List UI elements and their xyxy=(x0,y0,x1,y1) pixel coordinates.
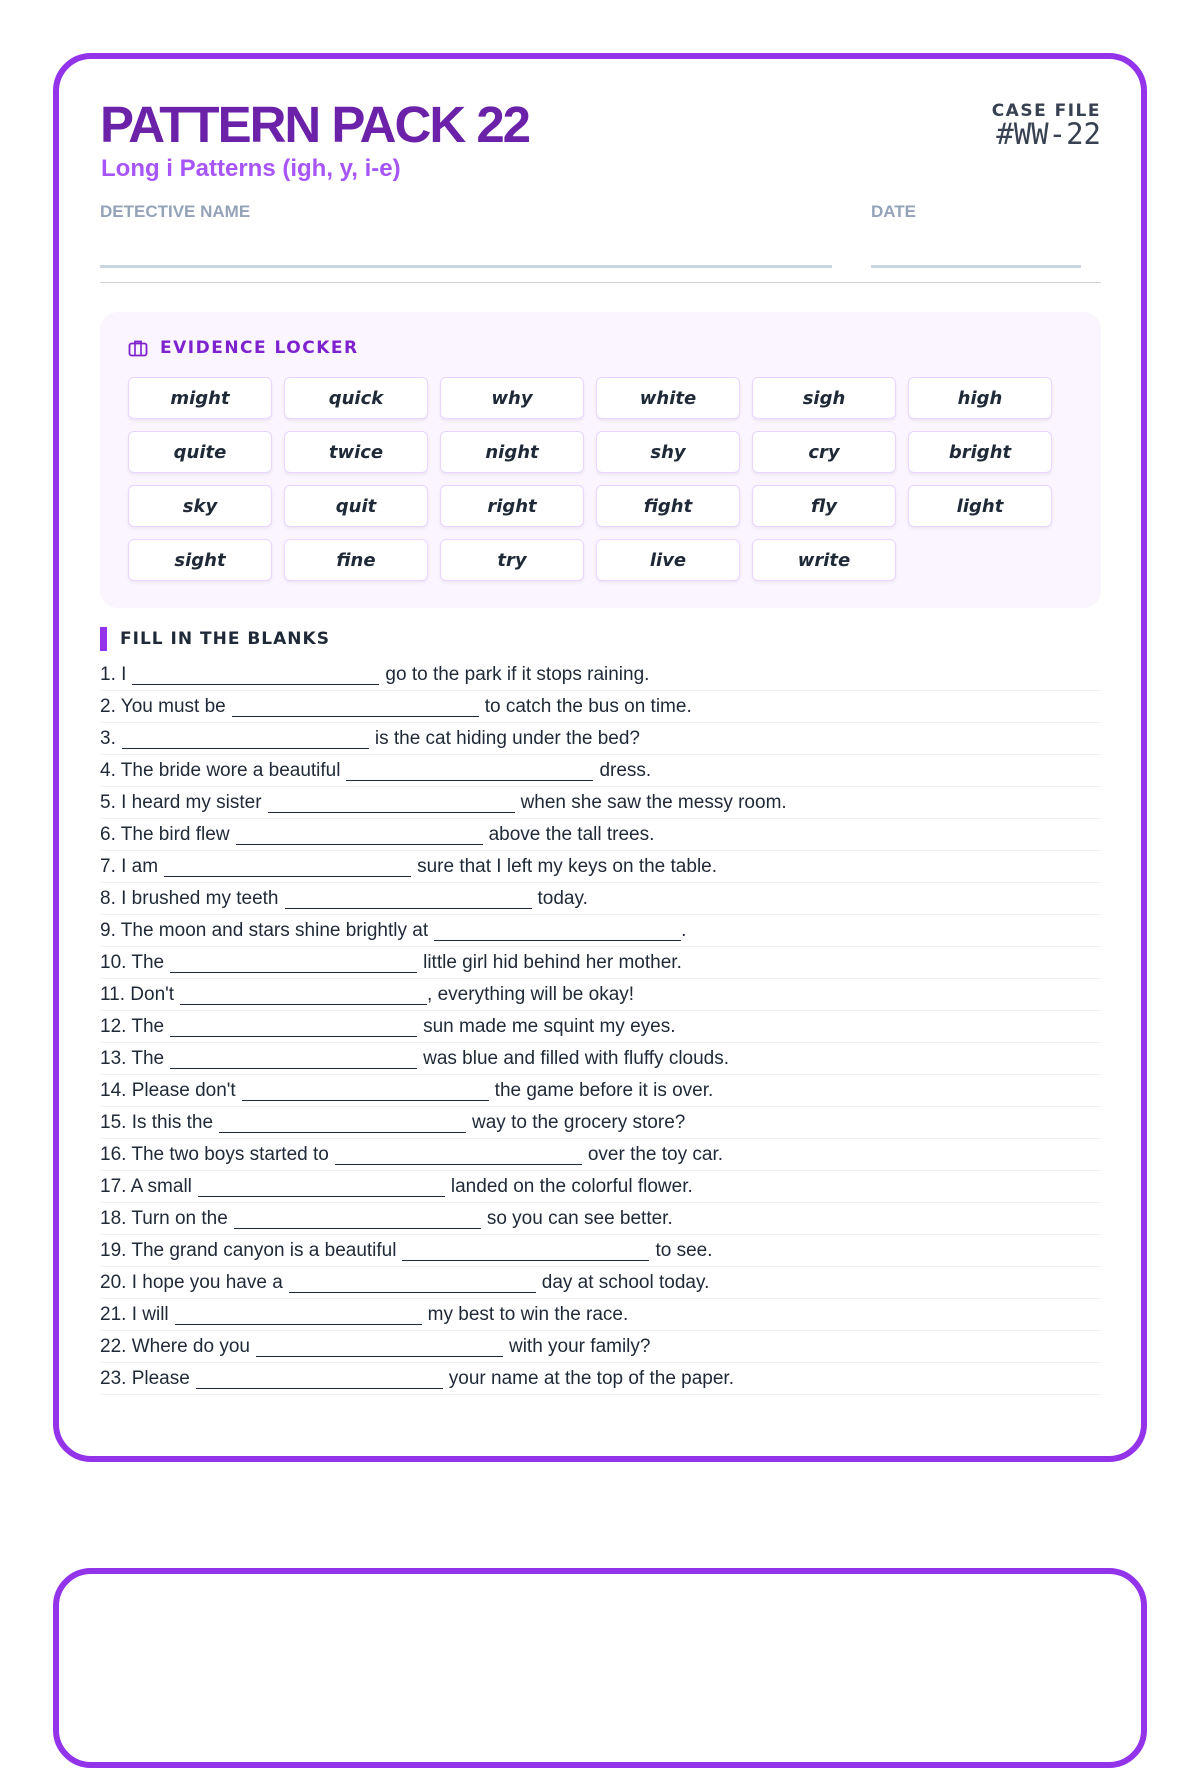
question-row xyxy=(100,1331,1101,1363)
answer-blank[interactable] xyxy=(236,827,483,845)
question-row xyxy=(100,883,1101,915)
word-chip: live xyxy=(596,539,740,581)
word-chip: right xyxy=(440,485,584,527)
question-row xyxy=(100,787,1101,819)
page-subtitle: Long i Patterns (igh, y, i-e) xyxy=(101,155,401,182)
question-text-before: 12. The xyxy=(100,1015,165,1037)
question-row xyxy=(100,1267,1101,1299)
answer-blank[interactable] xyxy=(289,1275,536,1293)
word-chip: write xyxy=(752,539,896,581)
question-text-after: my best to win the race. xyxy=(427,1303,629,1325)
question-text-after: , everything will be okay! xyxy=(427,983,635,1005)
evidence-locker-title: EVIDENCE LOCKER xyxy=(160,338,359,358)
question-text-after: to see. xyxy=(655,1239,713,1261)
question-text-after: your name at the top of the paper. xyxy=(448,1367,734,1389)
question-text-after: with your family? xyxy=(508,1335,651,1357)
question-text-before: 23. Please xyxy=(100,1367,190,1389)
word-bank xyxy=(128,377,1052,581)
case-file-id: #WW-22 xyxy=(996,117,1101,151)
question-text-before: 22. Where do you xyxy=(100,1335,250,1357)
question-text-after: dress. xyxy=(599,759,652,781)
question-text-after: sure that I left my keys on the table. xyxy=(417,855,718,877)
answer-blank[interactable] xyxy=(175,1307,422,1325)
question-row xyxy=(100,1075,1101,1107)
word-chip: night xyxy=(440,431,584,473)
answer-blank[interactable] xyxy=(132,667,379,685)
question-row xyxy=(100,819,1101,851)
question-list xyxy=(100,659,1101,1395)
answer-blank[interactable] xyxy=(180,987,427,1005)
word-chip: bright xyxy=(908,431,1052,473)
fill-in-title: FILL IN THE BLANKS xyxy=(120,629,330,649)
question-text-after: the game before it is over. xyxy=(494,1079,714,1101)
word-chip: shy xyxy=(596,431,740,473)
question-text-after: over the toy car. xyxy=(587,1143,724,1165)
question-text-before: 3. xyxy=(100,727,116,749)
question-row xyxy=(100,1203,1101,1235)
question-text-before: 20. I hope you have a xyxy=(100,1271,283,1293)
question-text-after: was blue and filled with fluffy clouds. xyxy=(423,1047,730,1069)
word-chip: why xyxy=(440,377,584,419)
answer-blank[interactable] xyxy=(256,1339,503,1357)
answer-blank[interactable] xyxy=(234,1211,481,1229)
question-text-before: 18. Turn on the xyxy=(100,1207,228,1229)
question-row xyxy=(100,1043,1101,1075)
question-text-before: 8. I brushed my teeth xyxy=(100,887,279,909)
word-chip: high xyxy=(908,377,1052,419)
word-chip: fly xyxy=(752,485,896,527)
date-label: DATE xyxy=(871,202,917,221)
question-row xyxy=(100,1235,1101,1267)
answer-blank[interactable] xyxy=(196,1371,443,1389)
answer-blank[interactable] xyxy=(164,859,411,877)
worksheet-page xyxy=(53,53,1147,1462)
fill-in-heading xyxy=(100,627,330,651)
question-text-before: 21. I will xyxy=(100,1303,169,1325)
answer-blank[interactable] xyxy=(268,795,515,813)
date-line[interactable] xyxy=(871,265,1081,268)
question-row xyxy=(100,1139,1101,1171)
question-text-before: 17. A small xyxy=(100,1175,192,1197)
question-row xyxy=(100,723,1101,755)
question-text-before: 7. I am xyxy=(100,855,159,877)
question-text-after: landed on the colorful flower. xyxy=(450,1175,693,1197)
question-row xyxy=(100,755,1101,787)
detective-name-line[interactable] xyxy=(100,265,832,268)
heading-accent-bar xyxy=(100,627,107,651)
answer-blank[interactable] xyxy=(232,699,479,717)
answer-blank[interactable] xyxy=(242,1083,489,1101)
question-text-before: 5. I heard my sister xyxy=(100,791,262,813)
evidence-locker xyxy=(100,312,1101,608)
question-text-after: little girl hid behind her mother. xyxy=(423,951,682,973)
answer-blank[interactable] xyxy=(170,1051,417,1069)
question-text-before: 16. The two boys started to xyxy=(100,1143,329,1165)
question-text-before: 14. Please don't xyxy=(100,1079,236,1101)
question-row xyxy=(100,1171,1101,1203)
word-chip: might xyxy=(128,377,272,419)
question-row xyxy=(100,851,1101,883)
answer-blank[interactable] xyxy=(170,955,417,973)
answer-blank[interactable] xyxy=(285,891,532,909)
question-text-before: 13. The xyxy=(100,1047,165,1069)
question-text-before: 15. Is this the xyxy=(100,1111,214,1133)
question-row xyxy=(100,1299,1101,1331)
question-text-before: 10. The xyxy=(100,951,165,973)
answer-blank[interactable] xyxy=(346,763,593,781)
question-text-after: way to the grocery store? xyxy=(472,1111,686,1133)
question-text-after: to catch the bus on time. xyxy=(484,695,692,717)
page-title: PATTERN PACK 22 xyxy=(100,96,530,153)
question-row xyxy=(100,691,1101,723)
question-row xyxy=(100,1363,1101,1395)
question-text-after: so you can see better. xyxy=(486,1207,673,1229)
briefcase-icon xyxy=(128,339,148,357)
word-chip: white xyxy=(596,377,740,419)
word-chip: quit xyxy=(284,485,428,527)
question-row xyxy=(100,979,1101,1011)
word-chip: fine xyxy=(284,539,428,581)
header-divider xyxy=(100,282,1101,283)
next-page xyxy=(53,1568,1147,1768)
question-row xyxy=(100,1107,1101,1139)
question-text-after: day at school today. xyxy=(541,1271,710,1293)
answer-blank[interactable] xyxy=(402,1243,649,1261)
word-chip: fight xyxy=(596,485,740,527)
word-chip: cry xyxy=(752,431,896,473)
word-chip: try xyxy=(440,539,584,581)
question-text-before: 9. The moon and stars shine brightly at xyxy=(100,919,429,941)
word-chip: light xyxy=(908,485,1052,527)
question-row xyxy=(100,947,1101,979)
question-text-after: go to the park if it stops raining. xyxy=(385,663,650,685)
word-chip: sight xyxy=(128,539,272,581)
answer-blank[interactable] xyxy=(170,1019,417,1037)
question-text-before: 6. The bird flew xyxy=(100,823,230,845)
word-chip: quite xyxy=(128,431,272,473)
evidence-locker-heading xyxy=(128,338,359,358)
detective-name-label: DETECTIVE NAME xyxy=(100,202,251,221)
answer-blank[interactable] xyxy=(335,1147,582,1165)
answer-blank[interactable] xyxy=(219,1115,466,1133)
question-text-before: 1. I xyxy=(100,663,127,685)
question-text-after: when she saw the messy room. xyxy=(520,791,787,813)
word-chip: sigh xyxy=(752,377,896,419)
answer-blank[interactable] xyxy=(198,1179,445,1197)
question-text-before: 4. The bride wore a beautiful xyxy=(100,759,341,781)
answer-blank[interactable] xyxy=(122,731,369,749)
word-chip: sky xyxy=(128,485,272,527)
question-text-after: above the tall trees. xyxy=(488,823,655,845)
question-row xyxy=(100,659,1101,691)
question-text-before: 11. Don't xyxy=(100,983,175,1005)
question-text-after: . xyxy=(681,919,687,941)
question-row xyxy=(100,1011,1101,1043)
question-text-before: 19. The grand canyon is a beautiful xyxy=(100,1239,397,1261)
question-row xyxy=(100,915,1101,947)
question-text-after: sun made me squint my eyes. xyxy=(423,1015,676,1037)
answer-blank[interactable] xyxy=(434,923,681,941)
question-text-after: is the cat hiding under the bed? xyxy=(374,727,640,749)
case-file-label: CASE FILE xyxy=(991,101,1101,121)
question-text-after: today. xyxy=(537,887,588,909)
word-chip: quick xyxy=(284,377,428,419)
word-chip: twice xyxy=(284,431,428,473)
question-text-before: 2. You must be xyxy=(100,695,226,717)
